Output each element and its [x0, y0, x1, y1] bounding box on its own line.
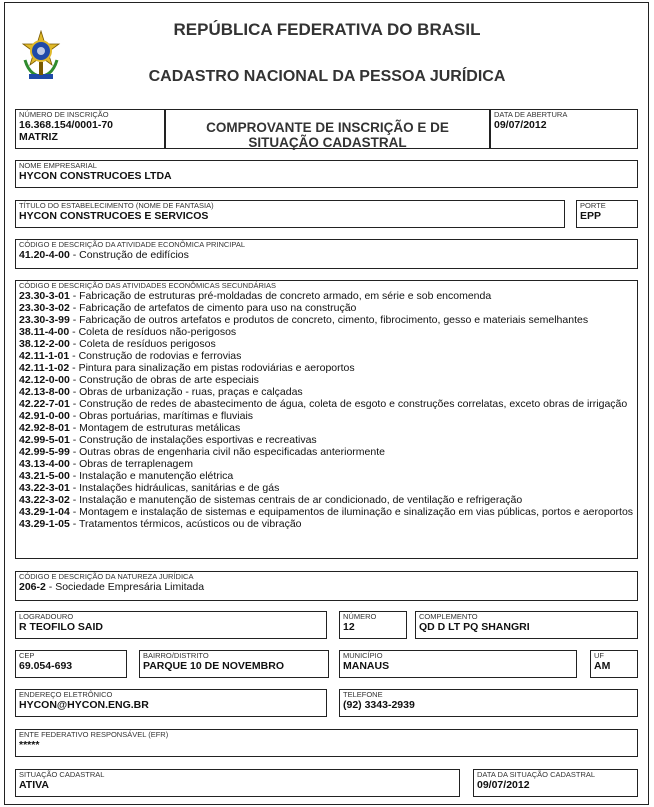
atividade-secundaria-code: 42.22-7-01: [19, 398, 70, 410]
uf-value: AM: [594, 660, 611, 672]
atividade-secundaria-item: 38.12-2-00 - Coleta de resíduos perigosos: [19, 338, 216, 350]
atividade-secundaria-item: 42.13-8-00 - Obras de urbanização - ruas, praças e calçadas: [19, 386, 303, 398]
atividade-secundaria-desc: Obras de terraplenagem: [79, 458, 193, 470]
uf-label: UF: [594, 651, 604, 660]
abertura-value: 09/07/2012: [494, 119, 547, 131]
atividade-secundaria-item: 23.30-3-99 - Fabricação de outros artefatos e produtos de concreto, cimento, fibrocimento, gesso e materiais semelhantes: [19, 314, 589, 326]
atividades-secundarias-field: [15, 280, 638, 559]
document-title: COMPROVANTE DE INSCRIÇÃO E DE SITUAÇÃO CADASTRAL: [206, 120, 449, 150]
atividade-secundaria-item: 43.13-4-00 - Obras de terraplenagem: [19, 458, 193, 470]
atividade-secundaria-item: 42.91-0-00 - Obras portuárias, marítimas e fluviais: [19, 410, 254, 422]
atividade-secundaria-code: 23.30-3-01: [19, 290, 70, 302]
bairro-label: BAIRRO/DISTRITO: [143, 651, 209, 660]
numero-field: [339, 611, 407, 639]
bairro-field: [139, 650, 329, 678]
complemento-label: COMPLEMENTO: [419, 612, 478, 621]
natureza-juridica-label: CÓDIGO E DESCRIÇÃO DA NATUREZA JURÍDICA: [19, 572, 194, 581]
numero-value: 12: [343, 621, 355, 633]
atividade-secundaria-desc: Tratamentos térmicos, acústicos ou de vibração: [78, 518, 302, 530]
atividade-secundaria-desc: Instalações hidráulicas, sanitárias e de gás: [79, 482, 280, 494]
email-field: [15, 689, 327, 717]
fantasia-label: TÍTULO DO ESTABELECIMENTO (NOME DE FANTASIA): [19, 201, 214, 210]
natureza-juridica-code: 206-2: [19, 581, 46, 593]
cep-value: 69.054-693: [19, 660, 73, 672]
natureza-juridica-field: [15, 571, 638, 601]
situacao-value: ATIVA: [19, 779, 49, 791]
atividade-secundaria-code: 23.30-3-02: [19, 302, 70, 314]
atividade-secundaria-desc: Fabricação de artefatos de cimento para uso na construção: [79, 302, 357, 314]
uf-field: [590, 650, 638, 678]
telefone-value: (92) 3343-2939: [343, 699, 415, 711]
atividade-secundaria-desc: Instalação e manutenção de sistemas centrais de ar condicionado, de ventilação e refrigeração: [79, 494, 523, 506]
atividade-secundaria-desc: Outras obras de engenharia civil não especificadas anteriormente: [79, 446, 385, 458]
atividade-secundaria-code: 38.12-2-00: [19, 338, 70, 350]
atividade-secundaria-item: 23.30-3-01 - Fabricação de estruturas pré-moldadas de concreto armado, em série e sob encomenda: [19, 290, 492, 302]
atividades-secundarias-list: [16, 290, 637, 530]
inscricao-field: [15, 109, 165, 149]
efr-field: [15, 729, 638, 757]
situacao-label: SITUAÇÃO CADASTRAL: [19, 770, 105, 779]
atividade-secundaria-code: 43.22-3-02: [19, 494, 70, 506]
atividade-secundaria-desc: Montagem e instalação de sistemas e equipamentos de iluminação e sinalização em vias públicas, portos e aeroportos: [79, 506, 634, 518]
atividade-secundaria-code: 42.12-0-00: [19, 374, 70, 386]
atividade-secundaria-code: 42.91-0-00: [19, 410, 70, 422]
cep-label: CEP: [19, 651, 35, 660]
atividade-secundaria-item: 42.99-5-01 - Construção de instalações esportivas e recreativas: [19, 434, 317, 446]
atividade-secundaria-item: 43.29-1-05 - Tratamentos térmicos, acústicos ou de vibração: [19, 518, 302, 530]
atividade-secundaria-item: 38.11-4-00 - Coleta de resíduos não-perigosos: [19, 326, 237, 338]
municipio-field: [339, 650, 577, 678]
registry-title: CADASTRO NACIONAL DA PESSOA JURÍDICA: [148, 68, 506, 85]
complemento-value: QD D LT PQ SHANGRI: [419, 621, 530, 633]
atividade-secundaria-item: 42.11-1-01 - Construção de rodovias e ferrovias: [19, 350, 242, 362]
atividade-secundaria-item: 42.99-5-99 - Outras obras de engenharia civil não especificadas anteriormente: [19, 446, 385, 458]
efr-value: *****: [19, 739, 40, 751]
telefone-label: TELEFONE: [343, 690, 383, 699]
atividade-secundaria-code: 42.13-8-00: [19, 386, 70, 398]
nome-empresarial-label: NOME EMPRESARIAL: [19, 161, 97, 170]
atividade-secundaria-desc: Fabricação de estruturas pré-moldadas de concreto armado, em série e sob encomenda: [79, 290, 492, 302]
atividade-secundaria-item: 43.29-1-04 - Montagem e instalação de sistemas e equipamentos de iluminação e sinalização em vias públicas, portos e aeroportos: [19, 506, 634, 518]
atividade-secundaria-code: 43.22-3-01: [19, 482, 70, 494]
logradouro-label: LOGRADOURO: [19, 612, 74, 621]
atividade-secundaria-item: 43.21-5-00 - Instalação e manutenção elétrica: [19, 470, 234, 482]
atividade-principal-code: 41.20-4-00: [19, 249, 70, 261]
data-situacao-value: 09/07/2012: [477, 779, 530, 791]
efr-label: ENTE FEDERATIVO RESPONSÁVEL (EFR): [19, 730, 169, 739]
situacao-field: [15, 769, 460, 797]
email-value: HYCON@HYCON.ENG.BR: [19, 699, 149, 711]
atividade-secundaria-code: 42.99-5-99: [19, 446, 70, 458]
porte-value: EPP: [580, 210, 602, 222]
natureza-juridica-desc: Sociedade Empresária Limitada: [55, 581, 205, 593]
atividade-principal-value: 41.20-4-00 - Construção de edifícios: [19, 249, 189, 261]
atividade-secundaria-desc: Obras de urbanização - ruas, praças e calçadas: [79, 386, 303, 398]
atividade-secundaria-desc: Construção de obras de arte especiais: [79, 374, 259, 386]
nome-empresarial-value: HYCON CONSTRUCOES LTDA: [19, 170, 172, 182]
email-label: ENDEREÇO ELETRÔNICO: [19, 690, 113, 699]
complemento-field: [415, 611, 638, 639]
atividade-principal-desc: Construção de edifícios: [79, 249, 189, 261]
atividade-secundaria-item: 43.22-3-01 - Instalações hidráulicas, sanitárias e de gás: [19, 482, 280, 494]
atividade-secundaria-code: 43.29-1-05: [19, 518, 70, 530]
fantasia-value: HYCON CONSTRUCOES E SERVICOS: [19, 210, 209, 222]
atividades-secundarias-label: CÓDIGO E DESCRIÇÃO DAS ATIVIDADES ECONÔMICAS SECUNDÁRIAS: [19, 281, 276, 290]
atividade-secundaria-code: 42.11-1-01: [19, 350, 70, 362]
data-situacao-field: [473, 769, 638, 797]
porte-field: [576, 200, 638, 228]
inscricao-label: NÚMERO DE INSCRIÇÃO: [19, 110, 109, 119]
fantasia-field: [15, 200, 565, 228]
inscricao-number: 16.368.154/0001-70: [19, 119, 114, 131]
atividade-secundaria-desc: Coleta de resíduos perigosos: [79, 338, 216, 350]
data-situacao-label: DATA DA SITUAÇÃO CADASTRAL: [477, 770, 596, 779]
atividade-secundaria-item: 23.30-3-02 - Fabricação de artefatos de cimento para uso na construção: [19, 302, 357, 314]
inscricao-type: MATRIZ: [19, 131, 58, 143]
logradouro-field: [15, 611, 327, 639]
atividade-secundaria-desc: Construção de instalações esportivas e recreativas: [79, 434, 317, 446]
atividade-secundaria-code: 23.30-3-99: [19, 314, 70, 326]
atividade-secundaria-code: 38.11-4-00: [19, 326, 70, 338]
porte-label: PORTE: [580, 201, 606, 210]
atividade-secundaria-desc: Montagem de estruturas metálicas: [79, 422, 241, 434]
atividade-secundaria-code: 43.21-5-00: [19, 470, 70, 482]
abertura-label: DATA DE ABERTURA: [494, 110, 568, 119]
atividade-secundaria-item: 42.11-1-02 - Pintura para sinalização em pistas rodoviárias e aeroportos: [19, 362, 355, 374]
atividade-secundaria-item: 43.22-3-02 - Instalação e manutenção de sistemas centrais de ar condicionado, de ventilação e refrigeração: [19, 494, 523, 506]
atividade-secundaria-code: 42.11-1-02: [19, 362, 70, 374]
atividade-secundaria-desc: Obras portuárias, marítimas e fluviais: [79, 410, 254, 422]
atividade-secundaria-desc: Instalação e manutenção elétrica: [79, 470, 234, 482]
logradouro-value: R TEOFILO SAID: [19, 621, 103, 633]
numero-label: NÚMERO: [343, 612, 377, 621]
atividade-secundaria-code: 42.92-8-01: [19, 422, 70, 434]
cep-field: [15, 650, 127, 678]
atividade-principal-field: [15, 239, 638, 269]
atividade-secundaria-code: 43.29-1-04: [19, 506, 70, 518]
atividade-secundaria-desc: Construção de rodovias e ferrovias: [78, 350, 242, 362]
atividade-secundaria-code: 43.13-4-00: [19, 458, 70, 470]
nome-empresarial-field: [15, 160, 638, 188]
municipio-label: MUNICÍPIO: [343, 651, 383, 660]
atividade-secundaria-desc: Pintura para sinalização em pistas rodoviárias e aeroportos: [78, 362, 355, 374]
atividade-secundaria-desc: Construção de redes de abastecimento de água, coleta de esgoto e construções correlatas, exceto obras de irrigação: [79, 398, 628, 410]
municipio-value: MANAUS: [343, 660, 390, 672]
atividade-secundaria-desc: Coleta de resíduos não-perigosos: [78, 326, 237, 338]
atividade-secundaria-item: 42.12-0-00 - Construção de obras de arte especiais: [19, 374, 259, 386]
natureza-juridica-value: 206-2 - Sociedade Empresária Limitada: [19, 581, 205, 593]
atividade-principal-label: CÓDIGO E DESCRIÇÃO DA ATIVIDADE ECONÔMICA PRINCIPAL: [19, 240, 246, 249]
document-title-box: [165, 109, 490, 149]
atividade-secundaria-code: 42.99-5-01: [19, 434, 70, 446]
bairro-value: PARQUE 10 DE NOVEMBRO: [143, 660, 284, 672]
atividade-secundaria-item: 42.22-7-01 - Construção de redes de abastecimento de água, coleta de esgoto e construções correlatas, exceto obras de irrigação: [19, 398, 628, 410]
country-title: REPÚBLICA FEDERATIVA DO BRASIL: [173, 20, 481, 39]
telefone-field: [339, 689, 638, 717]
atividade-secundaria-desc: Fabricação de outros artefatos e produtos de concreto, cimento, fibrocimento, gesso e materiais semelhantes: [79, 314, 589, 326]
atividade-secundaria-item: 42.92-8-01 - Montagem de estruturas metálicas: [19, 422, 241, 434]
abertura-field: [490, 109, 638, 149]
